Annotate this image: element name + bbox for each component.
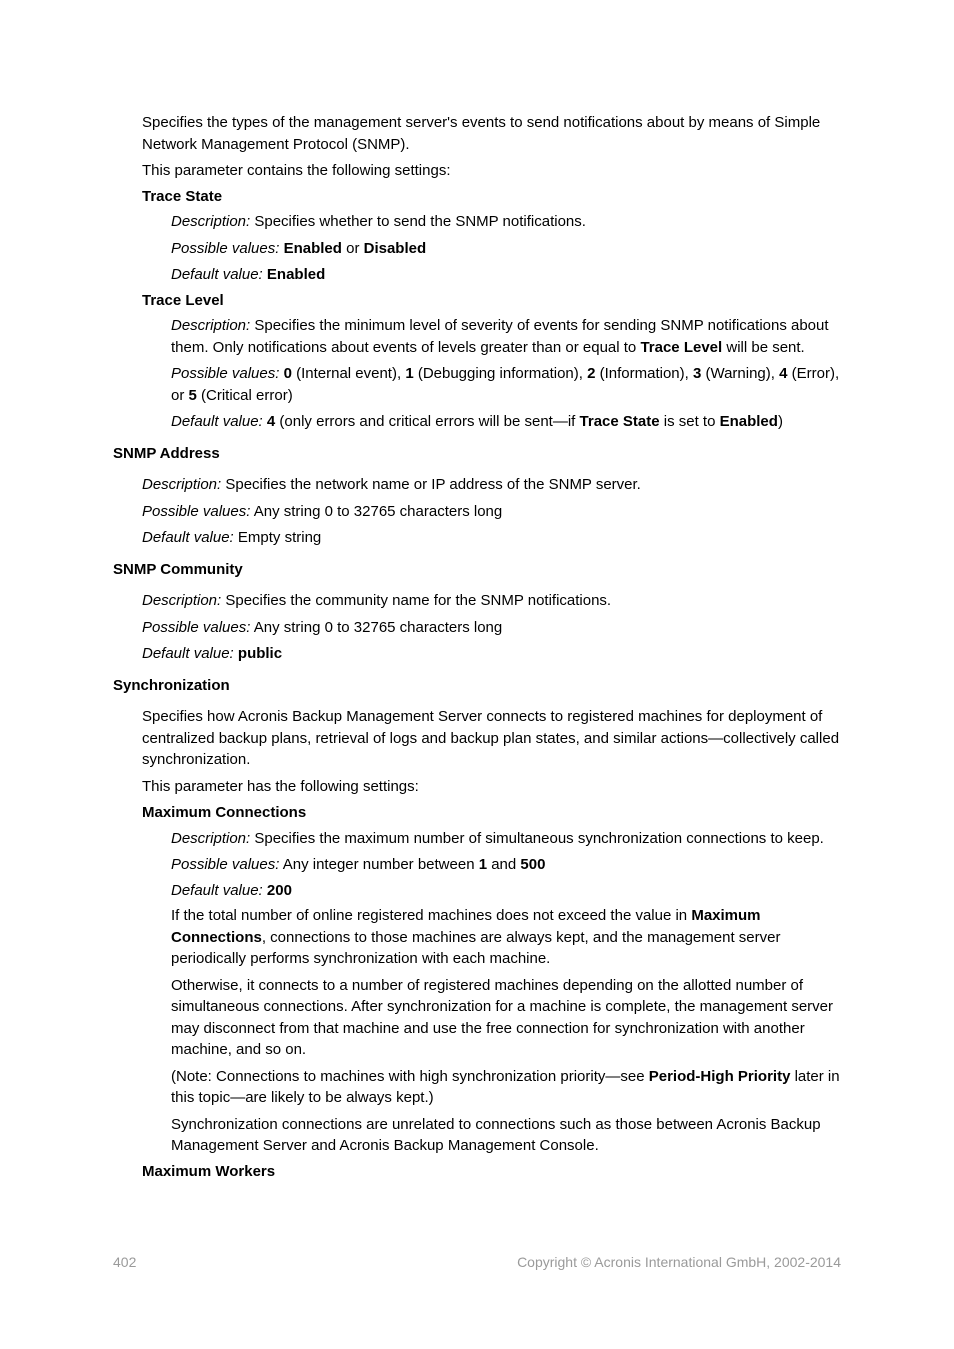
snmp-address-default-value: Default value: Empty string — [142, 529, 322, 546]
max-connections-heading: Maximum Connections — [142, 804, 307, 821]
trace-level-heading: Trace Level — [142, 291, 224, 309]
snmp-community-default-value: Default value: public — [142, 645, 283, 662]
max-connections-paragraph-2: Otherwise, it connects to a number of registered machines depending on the allotted number of simultaneous connections. After synchronization for a machine is complete, the management server may disconnect from that machine and use the free connection for synchronization with another machine, and so on. — [171, 976, 834, 1058]
snmp-community-description: Description: Specifies the community name for the SNMP notifications. — [142, 592, 612, 609]
trace-level-possible-values: Possible values: 0 (Internal event), 1 (Debugging information), 2 (Information), 3 (Warning), 4 (Error), or 5 (Critical error) — [171, 365, 840, 404]
trace-level-default-value: Default value: 4 (only errors and critical errors will be sent—if Trace State is set to Enabled) — [171, 413, 783, 430]
max-connections-possible-values: Possible values: Any integer number between 1 and 500 — [171, 856, 546, 873]
trace-state-heading: Trace State — [142, 187, 223, 205]
intro-paragraph: Specifies the types of the management server's events to send notifications about by means of Simple Network Management Protocol (SNMP). — [142, 114, 821, 153]
max-connections-description: Description: Specifies the maximum number of simultaneous synchronization connections to keep. — [171, 829, 824, 847]
max-connections-default-value: Default value: 200 — [171, 881, 292, 899]
max-workers-heading: Maximum Workers — [142, 1162, 276, 1180]
synchronization-paragraph: Specifies how Acronis Backup Management Server connects to registered machines for deployment of centralized backup plans, retrieval of logs and backup plan states, and similar actions—collectively called synchronization. — [142, 708, 840, 768]
trace-state-default-value: Default value: Enabled — [171, 266, 326, 283]
snmp-address-heading: SNMP Address — [113, 444, 220, 462]
intro-settings-line: This parameter contains the following settings: — [142, 162, 451, 179]
page-number: 402 — [113, 1254, 137, 1270]
document-page — [0, 112, 954, 1182]
copyright-notice: Copyright © Acronis International GmbH, 2002-2014 — [517, 1254, 841, 1270]
snmp-address-possible-values: Possible values: Any string 0 to 32765 characters long — [142, 502, 503, 520]
max-connections-paragraph-1: If the total number of online registered machines does not exceed the value in Maximum Connections, connections to those machines are always kept, and the management server periodically performs synchronization with each machine. — [171, 907, 781, 967]
trace-level-description: Description: Specifies the minimum level of severity of events for sending SNMP notifications about them. Only notifications about events of levels greater than or equal to Trace Level will be sent. — [171, 317, 829, 356]
snmp-community-heading: SNMP Community — [113, 560, 243, 578]
synchronization-settings-line: This parameter has the following settings: — [142, 777, 419, 795]
trace-state-possible-values: Possible values: Enabled or Disabled — [171, 239, 427, 257]
max-connections-paragraph-4: Synchronization connections are unrelated to connections such as those between Acronis Backup Management Server and Acronis Backup Management Console. — [171, 1115, 821, 1154]
snmp-community-possible-values: Possible values: Any string 0 to 32765 characters long — [142, 618, 503, 636]
snmp-address-description: Description: Specifies the network name or IP address of the SNMP server. — [142, 476, 641, 493]
trace-state-description: Description: Specifies whether to send the SNMP notifications. — [171, 213, 586, 230]
synchronization-heading: Synchronization — [113, 676, 230, 694]
max-connections-note: (Note: Connections to machines with high synchronization priority—see Period-High Priority later in this topic—are likely to be always kept.) — [171, 1067, 840, 1106]
